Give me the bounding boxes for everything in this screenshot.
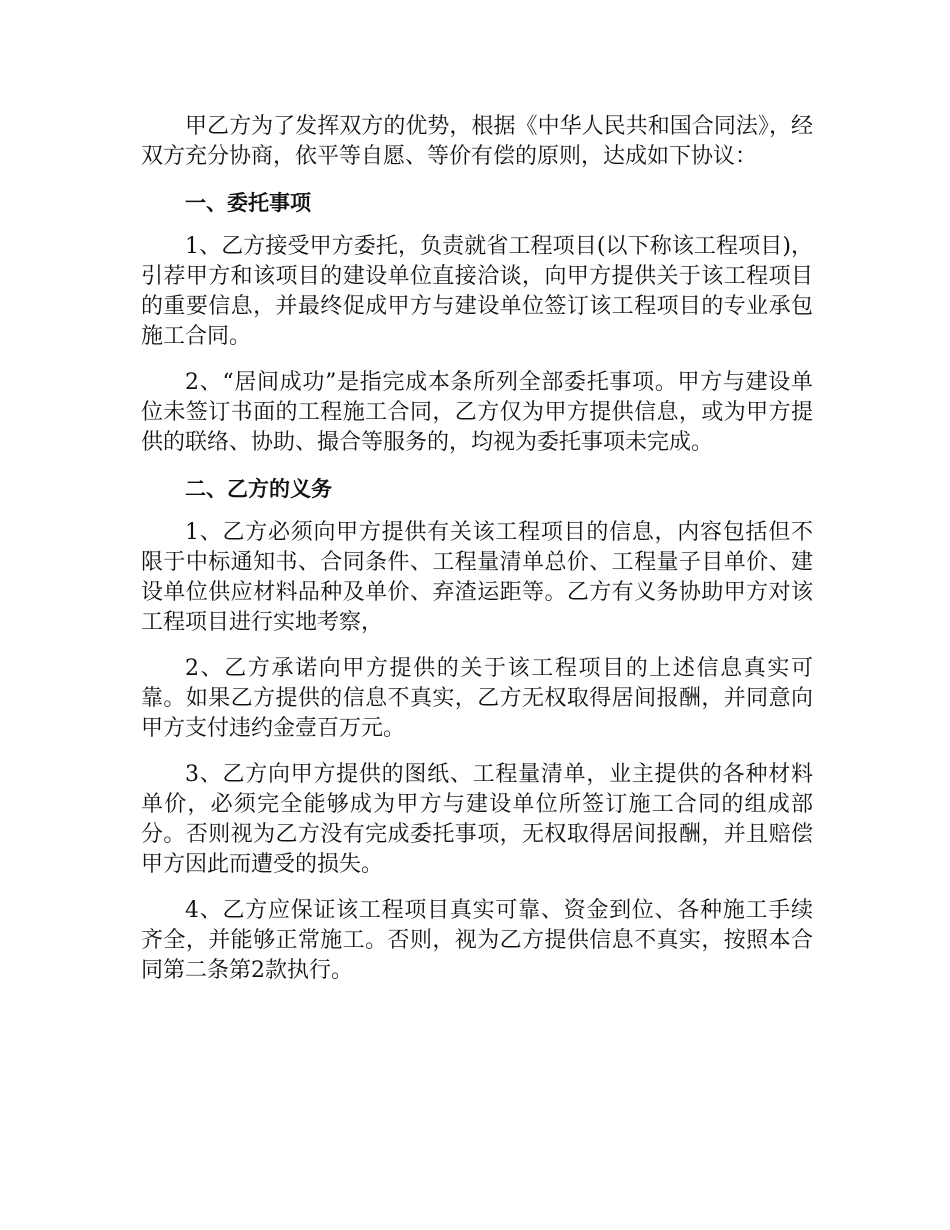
intro-paragraph: 甲乙方为了发挥双方的优势，根据《中华人民共和国合同法》，经双方充分协商，依平等自愿、等价有偿的原则，达成如下协议： [141,114,813,169]
section2-clause-2: 2、乙方承诺向甲方提供的关于该工程项目的上述信息真实可靠。如果乙方提供的信息不真实，乙方无权取得居间报酬，并同意向甲方支付违约金壹百万元。 [141,656,813,741]
section1-clause-2: 2、“居间成功”是指完成本条所列全部委托事项。甲方与建设单位未签订书面的工程施工合同，乙方仅为甲方提供信息，或为甲方提供的联络、协助、撮合等服务的，均视为委托事项未完成。 [141,370,813,455]
section2-clause-1: 1、乙方必须向甲方提供有关该工程项目的信息，内容包括但不限于中标通知书、合同条件、工程量清单总价、工程量子目单价、建设单位供应材料品种及单价、弃渣运距等。乙方有义务协助甲方对该工程项目进行实地考察， [141,520,813,635]
section2-clause-4: 4、乙方应保证该工程项目真实可靠、资金到位、各种施工手续齐全，并能够正常施工。否则，视为乙方提供信息不真实，按照本合同第二条第2款执行。 [141,898,813,983]
section2-clause-3: 3、乙方向甲方提供的图纸、工程量清单，业主提供的各种材料单价，必须完全能够成为甲方与建设单位所签订施工合同的组成部分。否则视为乙方没有完成委托事项，无权取得居间报酬，并且赔偿甲方因此而遭受的损失。 [141,762,813,877]
contract-page [141,112,813,1002]
section-heading-entrusted-matters: 一、委托事项 [185,191,311,215]
section-heading-party-b-obligations: 二、乙方的义务 [185,477,332,501]
section1-clause-1: 1、乙方接受甲方委托，负责就省工程项目(以下称该工程项目)，引荐甲方和该项目的建设单位直接洽谈，向甲方提供关于该工程项目的重要信息，并最终促成甲方与建设单位签订该工程项目的专业承包施工合同。 [141,234,813,349]
